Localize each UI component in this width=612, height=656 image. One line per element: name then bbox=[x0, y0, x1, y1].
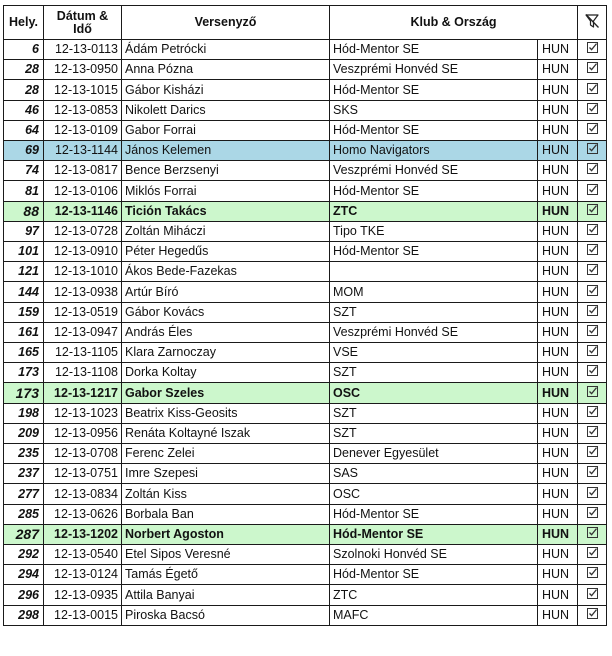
table-row[interactable] bbox=[4, 100, 607, 120]
rank-cell: 28 bbox=[4, 80, 44, 100]
rank-cell: 235 bbox=[4, 444, 44, 464]
date-cell: 12-13-0834 bbox=[44, 484, 122, 504]
club-cell bbox=[330, 262, 538, 282]
checkbox-checked-icon bbox=[587, 444, 598, 463]
table-row[interactable] bbox=[4, 40, 607, 60]
select-checkbox[interactable] bbox=[578, 403, 607, 423]
club-cell: VSE bbox=[330, 343, 538, 363]
country-cell: HUN bbox=[538, 60, 578, 80]
country-cell: HUN bbox=[538, 242, 578, 262]
rank-cell: 64 bbox=[4, 120, 44, 140]
club-cell: SAS bbox=[330, 464, 538, 484]
country-cell: HUN bbox=[538, 221, 578, 241]
checkbox-checked-icon bbox=[587, 323, 598, 342]
table-row[interactable] bbox=[4, 545, 607, 565]
country-cell: HUN bbox=[538, 383, 578, 403]
select-checkbox[interactable] bbox=[578, 605, 607, 625]
country-cell: HUN bbox=[538, 343, 578, 363]
select-checkbox[interactable] bbox=[578, 585, 607, 605]
competitor-cell: Ádám Petrócki bbox=[122, 40, 330, 60]
select-checkbox[interactable] bbox=[578, 100, 607, 120]
country-cell: HUN bbox=[538, 322, 578, 342]
country-cell: HUN bbox=[538, 262, 578, 282]
select-checkbox[interactable] bbox=[578, 120, 607, 140]
checkbox-checked-icon bbox=[587, 606, 598, 625]
competitor-cell: Tición Takács bbox=[122, 201, 330, 221]
select-checkbox[interactable] bbox=[578, 282, 607, 302]
club-cell: Denever Egyesület bbox=[330, 444, 538, 464]
country-cell: HUN bbox=[538, 181, 578, 201]
country-cell: HUN bbox=[538, 100, 578, 120]
table-row[interactable] bbox=[4, 585, 607, 605]
rank-cell: 298 bbox=[4, 605, 44, 625]
date-cell: 12-13-1015 bbox=[44, 80, 122, 100]
select-checkbox[interactable] bbox=[578, 464, 607, 484]
rank-cell: 144 bbox=[4, 282, 44, 302]
select-checkbox[interactable] bbox=[578, 242, 607, 262]
checkbox-checked-icon bbox=[587, 424, 598, 443]
competitor-cell: Tamás Égető bbox=[122, 565, 330, 585]
checkbox-checked-icon bbox=[587, 565, 598, 584]
checkbox-checked-icon bbox=[587, 101, 598, 120]
rank-cell: 46 bbox=[4, 100, 44, 120]
date-cell: 12-13-0947 bbox=[44, 322, 122, 342]
rank-cell: 165 bbox=[4, 343, 44, 363]
club-cell: Tipo TKE bbox=[330, 221, 538, 241]
table-row[interactable] bbox=[4, 403, 607, 423]
club-cell: OSC bbox=[330, 484, 538, 504]
header-club[interactable]: Klub & Ország bbox=[330, 6, 578, 40]
date-cell: 12-13-0708 bbox=[44, 444, 122, 464]
rank-cell: 287 bbox=[4, 524, 44, 544]
date-cell: 12-13-1010 bbox=[44, 262, 122, 282]
rank-cell: 237 bbox=[4, 464, 44, 484]
checkbox-checked-icon bbox=[587, 464, 598, 483]
select-checkbox[interactable] bbox=[578, 80, 607, 100]
select-checkbox[interactable] bbox=[578, 545, 607, 565]
date-cell: 12-13-0853 bbox=[44, 100, 122, 120]
date-cell: 12-13-0015 bbox=[44, 605, 122, 625]
rank-cell: 101 bbox=[4, 242, 44, 262]
select-checkbox[interactable] bbox=[578, 40, 607, 60]
table-row[interactable] bbox=[4, 181, 607, 201]
table-row[interactable] bbox=[4, 302, 607, 322]
club-cell: Homo Navigators bbox=[330, 141, 538, 161]
club-cell: SZT bbox=[330, 403, 538, 423]
rank-cell: 81 bbox=[4, 181, 44, 201]
rank-cell: 209 bbox=[4, 423, 44, 443]
club-cell: Hód-Mentor SE bbox=[330, 181, 538, 201]
club-cell: Veszprémi Honvéd SE bbox=[330, 161, 538, 181]
rank-cell: 121 bbox=[4, 262, 44, 282]
rank-cell: 173 bbox=[4, 383, 44, 403]
checkbox-checked-icon bbox=[587, 485, 598, 504]
competitor-cell: Norbert Agoston bbox=[122, 524, 330, 544]
checkbox-checked-icon bbox=[587, 182, 598, 201]
header-row bbox=[4, 6, 607, 40]
checkbox-checked-icon bbox=[587, 222, 598, 241]
results-table-container bbox=[3, 5, 607, 626]
table-row[interactable] bbox=[4, 262, 607, 282]
competitor-cell: Miklós Forrai bbox=[122, 181, 330, 201]
rank-cell: 161 bbox=[4, 322, 44, 342]
rank-cell: 198 bbox=[4, 403, 44, 423]
competitor-cell: Gábor Kisházi bbox=[122, 80, 330, 100]
checkbox-checked-icon bbox=[587, 505, 598, 524]
checkbox-checked-icon bbox=[587, 404, 598, 423]
checkbox-checked-icon bbox=[587, 81, 598, 100]
club-cell: SZT bbox=[330, 302, 538, 322]
competitor-cell: Dorka Koltay bbox=[122, 363, 330, 383]
country-cell: HUN bbox=[538, 282, 578, 302]
competitor-cell: Bence Berzsenyi bbox=[122, 161, 330, 181]
checkbox-checked-icon bbox=[587, 202, 598, 221]
club-cell: ZTC bbox=[330, 585, 538, 605]
table-row[interactable] bbox=[4, 444, 607, 464]
rank-cell: 285 bbox=[4, 504, 44, 524]
checkbox-checked-icon bbox=[587, 262, 598, 281]
table-row[interactable] bbox=[4, 242, 607, 262]
table-row[interactable] bbox=[4, 343, 607, 363]
club-cell: Hód-Mentor SE bbox=[330, 120, 538, 140]
checkbox-checked-icon bbox=[587, 161, 598, 180]
competitor-cell: Ferenc Zelei bbox=[122, 444, 330, 464]
club-cell: SZT bbox=[330, 423, 538, 443]
select-checkbox[interactable] bbox=[578, 363, 607, 383]
checkbox-checked-icon bbox=[587, 121, 598, 140]
competitor-cell: Gábor Kovács bbox=[122, 302, 330, 322]
competitor-cell: Klara Zarnoczay bbox=[122, 343, 330, 363]
select-checkbox[interactable] bbox=[578, 524, 607, 544]
table-row[interactable] bbox=[4, 383, 607, 403]
date-cell: 12-13-1146 bbox=[44, 201, 122, 221]
country-cell: HUN bbox=[538, 524, 578, 544]
rank-cell: 74 bbox=[4, 161, 44, 181]
competitor-cell: Piroska Bacsó bbox=[122, 605, 330, 625]
table-row[interactable] bbox=[4, 464, 607, 484]
select-checkbox[interactable] bbox=[578, 343, 607, 363]
table-row[interactable] bbox=[4, 322, 607, 342]
checkbox-checked-icon bbox=[587, 586, 598, 605]
date-cell: 12-13-0950 bbox=[44, 60, 122, 80]
rank-cell: 159 bbox=[4, 302, 44, 322]
club-cell: MOM bbox=[330, 282, 538, 302]
country-cell: HUN bbox=[538, 605, 578, 625]
date-cell: 12-13-0106 bbox=[44, 181, 122, 201]
checkbox-checked-icon bbox=[587, 343, 598, 362]
competitor-cell: Etel Sipos Veresné bbox=[122, 545, 330, 565]
date-cell: 12-13-0935 bbox=[44, 585, 122, 605]
table-row[interactable] bbox=[4, 141, 607, 161]
competitor-cell: Attila Banyai bbox=[122, 585, 330, 605]
select-checkbox[interactable] bbox=[578, 302, 607, 322]
competitor-cell: Renáta Koltayné Iszak bbox=[122, 423, 330, 443]
club-cell: Veszprémi Honvéd SE bbox=[330, 322, 538, 342]
checkbox-checked-icon bbox=[587, 363, 598, 382]
competitor-cell: Beatrix Kiss-Geosits bbox=[122, 403, 330, 423]
table-row[interactable] bbox=[4, 484, 607, 504]
table-row[interactable] bbox=[4, 60, 607, 80]
country-cell: HUN bbox=[538, 444, 578, 464]
competitor-cell: János Kelemen bbox=[122, 141, 330, 161]
country-cell: HUN bbox=[538, 302, 578, 322]
date-cell: 12-13-0956 bbox=[44, 423, 122, 443]
competitor-cell: Artúr Bíró bbox=[122, 282, 330, 302]
rank-cell: 28 bbox=[4, 60, 44, 80]
date-cell: 12-13-0938 bbox=[44, 282, 122, 302]
checkbox-checked-icon bbox=[587, 384, 598, 403]
country-cell: HUN bbox=[538, 80, 578, 100]
date-cell: 12-13-0540 bbox=[44, 545, 122, 565]
club-cell: SKS bbox=[330, 100, 538, 120]
club-cell: Szolnoki Honvéd SE bbox=[330, 545, 538, 565]
date-cell: 12-13-0626 bbox=[44, 504, 122, 524]
competitor-cell: Ákos Bede-Fazekas bbox=[122, 262, 330, 282]
checkbox-checked-icon bbox=[587, 141, 598, 160]
rank-cell: 6 bbox=[4, 40, 44, 60]
rank-cell: 97 bbox=[4, 221, 44, 241]
date-cell: 12-13-1217 bbox=[44, 383, 122, 403]
checkbox-checked-icon bbox=[587, 545, 598, 564]
club-cell: OSC bbox=[330, 383, 538, 403]
table-row[interactable] bbox=[4, 120, 607, 140]
country-cell: HUN bbox=[538, 504, 578, 524]
header-rank[interactable]: Hely. bbox=[4, 6, 44, 40]
checkbox-checked-icon bbox=[587, 525, 598, 544]
header-date[interactable]: Dátum & Idő bbox=[44, 6, 122, 40]
select-checkbox[interactable] bbox=[578, 444, 607, 464]
table-row[interactable] bbox=[4, 80, 607, 100]
select-checkbox[interactable] bbox=[578, 141, 607, 161]
competitor-cell: Anna Pózna bbox=[122, 60, 330, 80]
select-checkbox[interactable] bbox=[578, 504, 607, 524]
club-cell: Hód-Mentor SE bbox=[330, 80, 538, 100]
checkbox-checked-icon bbox=[587, 303, 598, 322]
rank-cell: 292 bbox=[4, 545, 44, 565]
results-table bbox=[3, 5, 607, 626]
country-cell: HUN bbox=[538, 484, 578, 504]
select-checkbox[interactable] bbox=[578, 565, 607, 585]
header-competitor[interactable]: Versenyző bbox=[122, 6, 330, 40]
checkbox-checked-icon bbox=[587, 40, 598, 59]
date-cell: 12-13-1144 bbox=[44, 141, 122, 161]
country-cell: HUN bbox=[538, 403, 578, 423]
table-row[interactable] bbox=[4, 605, 607, 625]
select-checkbox[interactable] bbox=[578, 221, 607, 241]
club-cell: MAFC bbox=[330, 605, 538, 625]
club-cell: Hód-Mentor SE bbox=[330, 565, 538, 585]
select-checkbox[interactable] bbox=[578, 161, 607, 181]
checkbox-checked-icon bbox=[587, 283, 598, 302]
rank-cell: 69 bbox=[4, 141, 44, 161]
competitor-cell: Péter Hegedűs bbox=[122, 242, 330, 262]
competitor-cell: Nikolett Darics bbox=[122, 100, 330, 120]
club-cell: Hód-Mentor SE bbox=[330, 242, 538, 262]
table-row[interactable] bbox=[4, 161, 607, 181]
date-cell: 12-13-0519 bbox=[44, 302, 122, 322]
date-cell: 12-13-1105 bbox=[44, 343, 122, 363]
table-row[interactable] bbox=[4, 524, 607, 544]
filter-button[interactable] bbox=[578, 6, 607, 40]
rank-cell: 296 bbox=[4, 585, 44, 605]
country-cell: HUN bbox=[538, 464, 578, 484]
filter-off-icon bbox=[584, 13, 600, 32]
select-checkbox[interactable] bbox=[578, 423, 607, 443]
competitor-cell: Imre Szepesi bbox=[122, 464, 330, 484]
date-cell: 12-13-0910 bbox=[44, 242, 122, 262]
competitor-cell: András Éles bbox=[122, 322, 330, 342]
table-row[interactable] bbox=[4, 221, 607, 241]
rank-cell: 294 bbox=[4, 565, 44, 585]
date-cell: 12-13-0124 bbox=[44, 565, 122, 585]
country-cell: HUN bbox=[538, 363, 578, 383]
competitor-cell: Zoltán Kiss bbox=[122, 484, 330, 504]
select-checkbox[interactable] bbox=[578, 181, 607, 201]
select-checkbox[interactable] bbox=[578, 322, 607, 342]
country-cell: HUN bbox=[538, 545, 578, 565]
competitor-cell: Gabor Szeles bbox=[122, 383, 330, 403]
date-cell: 12-13-0113 bbox=[44, 40, 122, 60]
country-cell: HUN bbox=[538, 201, 578, 221]
select-checkbox[interactable] bbox=[578, 262, 607, 282]
competitor-cell: Gabor Forrai bbox=[122, 120, 330, 140]
table-row[interactable] bbox=[4, 282, 607, 302]
table-row[interactable] bbox=[4, 201, 607, 221]
table-row[interactable] bbox=[4, 363, 607, 383]
date-cell: 12-13-0751 bbox=[44, 464, 122, 484]
table-row[interactable] bbox=[4, 565, 607, 585]
date-cell: 12-13-0728 bbox=[44, 221, 122, 241]
date-cell: 12-13-0817 bbox=[44, 161, 122, 181]
competitor-cell: Borbala Ban bbox=[122, 504, 330, 524]
checkbox-checked-icon bbox=[587, 60, 598, 79]
club-cell: Veszprémi Honvéd SE bbox=[330, 60, 538, 80]
country-cell: HUN bbox=[538, 40, 578, 60]
rank-cell: 173 bbox=[4, 363, 44, 383]
country-cell: HUN bbox=[538, 120, 578, 140]
date-cell: 12-13-0109 bbox=[44, 120, 122, 140]
date-cell: 12-13-1023 bbox=[44, 403, 122, 423]
rank-cell: 277 bbox=[4, 484, 44, 504]
country-cell: HUN bbox=[538, 585, 578, 605]
select-checkbox[interactable] bbox=[578, 383, 607, 403]
competitor-cell: Zoltán Miháczi bbox=[122, 221, 330, 241]
select-checkbox[interactable] bbox=[578, 201, 607, 221]
country-cell: HUN bbox=[538, 141, 578, 161]
select-checkbox[interactable] bbox=[578, 484, 607, 504]
country-cell: HUN bbox=[538, 565, 578, 585]
country-cell: HUN bbox=[538, 423, 578, 443]
club-cell: ZTC bbox=[330, 201, 538, 221]
date-cell: 12-13-1202 bbox=[44, 524, 122, 544]
club-cell: SZT bbox=[330, 363, 538, 383]
date-cell: 12-13-1108 bbox=[44, 363, 122, 383]
club-cell: Hód-Mentor SE bbox=[330, 524, 538, 544]
table-row[interactable] bbox=[4, 423, 607, 443]
select-checkbox[interactable] bbox=[578, 60, 607, 80]
rank-cell: 88 bbox=[4, 201, 44, 221]
club-cell: Hód-Mentor SE bbox=[330, 40, 538, 60]
checkbox-checked-icon bbox=[587, 242, 598, 261]
club-cell: Hód-Mentor SE bbox=[330, 504, 538, 524]
table-row[interactable] bbox=[4, 504, 607, 524]
country-cell: HUN bbox=[538, 161, 578, 181]
